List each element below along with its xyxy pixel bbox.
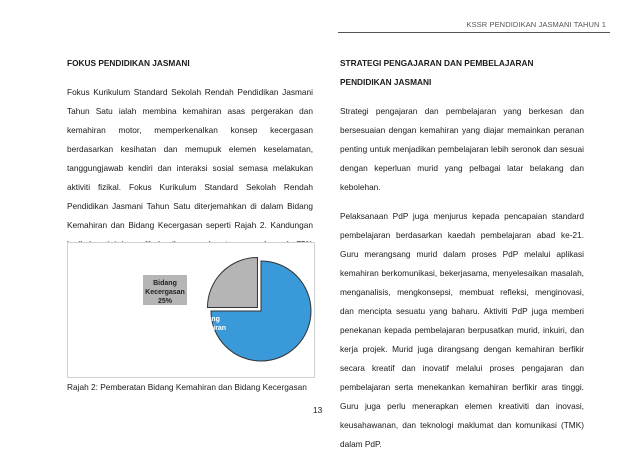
spacer <box>340 92 584 102</box>
right-column <box>340 54 584 454</box>
spacer <box>340 197 584 207</box>
text-line: pembelajaran serta menekankan kemahiran berfikir aras tinggi. <box>340 382 584 392</box>
left-heading: FOKUS PENDIDIKAN JASMANI <box>67 58 190 68</box>
text-line: tanggungjawab kendiri dan interaksi sosial semasa melakukan <box>67 163 313 173</box>
right-paragraph-1 <box>340 102 584 197</box>
text-line: kerja projek. Murid juga dirangsang dengan kemahiran berfikir <box>340 344 584 354</box>
slice-label: Bidang <box>153 280 177 287</box>
left-column <box>67 54 313 273</box>
page-header <box>0 0 638 40</box>
slice-label: Kemahiran <box>189 325 227 332</box>
text-line: aktiviti fizikal. Fokus Kurikulum Standard Sekolah Rendah <box>67 182 313 192</box>
text-line: Kemahiran dan Bidang Kecergasan seperti Rajah 2. Kandungan <box>67 220 313 230</box>
header-title: KSSR PENDIDIKAN JASMANI TAHUN 1 <box>466 20 606 29</box>
text-line: penekanan kepada pembelajaran berpusatkan murid, inkuiri, dan <box>340 325 584 335</box>
right-heading-line2: PENDIDIKAN JASMANI <box>340 77 432 87</box>
text-line: pembelajaran berdasarkan kaedah pembelajaran abad ke-21. <box>340 230 584 240</box>
text-line: dengan keperluan murid yang pelbagai latar belakang dan <box>340 163 584 173</box>
text-line: Tahun Satu ialah membina kemahiran asas pergerakan dan <box>67 106 313 116</box>
pie-chart-frame <box>67 242 315 378</box>
text-line: kemahiran motor, memperkenalkan konsep kecergasan <box>67 125 313 135</box>
text-line: kemahiran berkomunikasi, bekerjasama, menyelesaikan masalah, <box>340 268 584 278</box>
text-line: berdasarkan kesihatan dan memupuk elemen keselamatan, <box>67 144 313 154</box>
slice-label: Bidang <box>196 316 220 323</box>
pie-chart <box>68 243 314 377</box>
text-line: Strategi pengajaran dan pembelajaran yang berkesan dan <box>340 106 584 116</box>
slice-label: Kecergasan <box>145 289 185 296</box>
text-line: Guru merangsang murid dalam proses PdP melalui aplikasi <box>340 249 584 259</box>
spacer <box>67 73 313 83</box>
header-rule <box>338 32 610 33</box>
text-line: Guru juga perlu menerapkan elemen kreativiti dan inovasi, <box>340 401 584 411</box>
right-heading-line1: STRATEGI PENGAJARAN DAN PEMBELAJARAN <box>340 58 534 68</box>
text-line: keusahawanan, dan teknologi maklumat dan komunikasi (TMK) <box>340 420 584 430</box>
figure-caption: Rajah 2: Pemberatan Bidang Kemahiran dan Bidang Kecergasan <box>67 382 307 392</box>
slice-label: 25% <box>157 298 173 305</box>
text-line: dalam PdP. <box>340 439 382 449</box>
text-line: bersesuaian dengan kemahiran yang diajar memainkan peranan <box>340 125 584 135</box>
text-line: menganalisis, mengkonsepsi, membuat refleksi, menginovasi, <box>340 287 584 297</box>
text-line: secara kreatif dan inovatif melalui proses pengajaran dan <box>340 363 584 373</box>
text-line: Pelaksanaan PdP juga menjurus kepada pencapaian standard <box>340 211 584 221</box>
text-line: Fokus Kurikulum Standard Sekolah Rendah Pendidikan Jasmani <box>67 87 313 97</box>
slice-label: 75% <box>200 334 216 341</box>
text-line: Pendidikan Jasmani Tahun Satu diterjemahkan di dalam Bidang <box>67 201 313 211</box>
text-line: kebolehan. <box>340 182 381 192</box>
right-paragraph-2 <box>340 207 584 454</box>
page-number: 13 <box>313 405 323 415</box>
pie-slice <box>207 257 257 307</box>
text-line: dan mencipta sesuatu yang baharu. Aktiviti PdP juga memberi <box>340 306 584 316</box>
text-line: penting untuk menjadikan pembelajaran lebih seronok dan sesuai <box>340 144 584 154</box>
